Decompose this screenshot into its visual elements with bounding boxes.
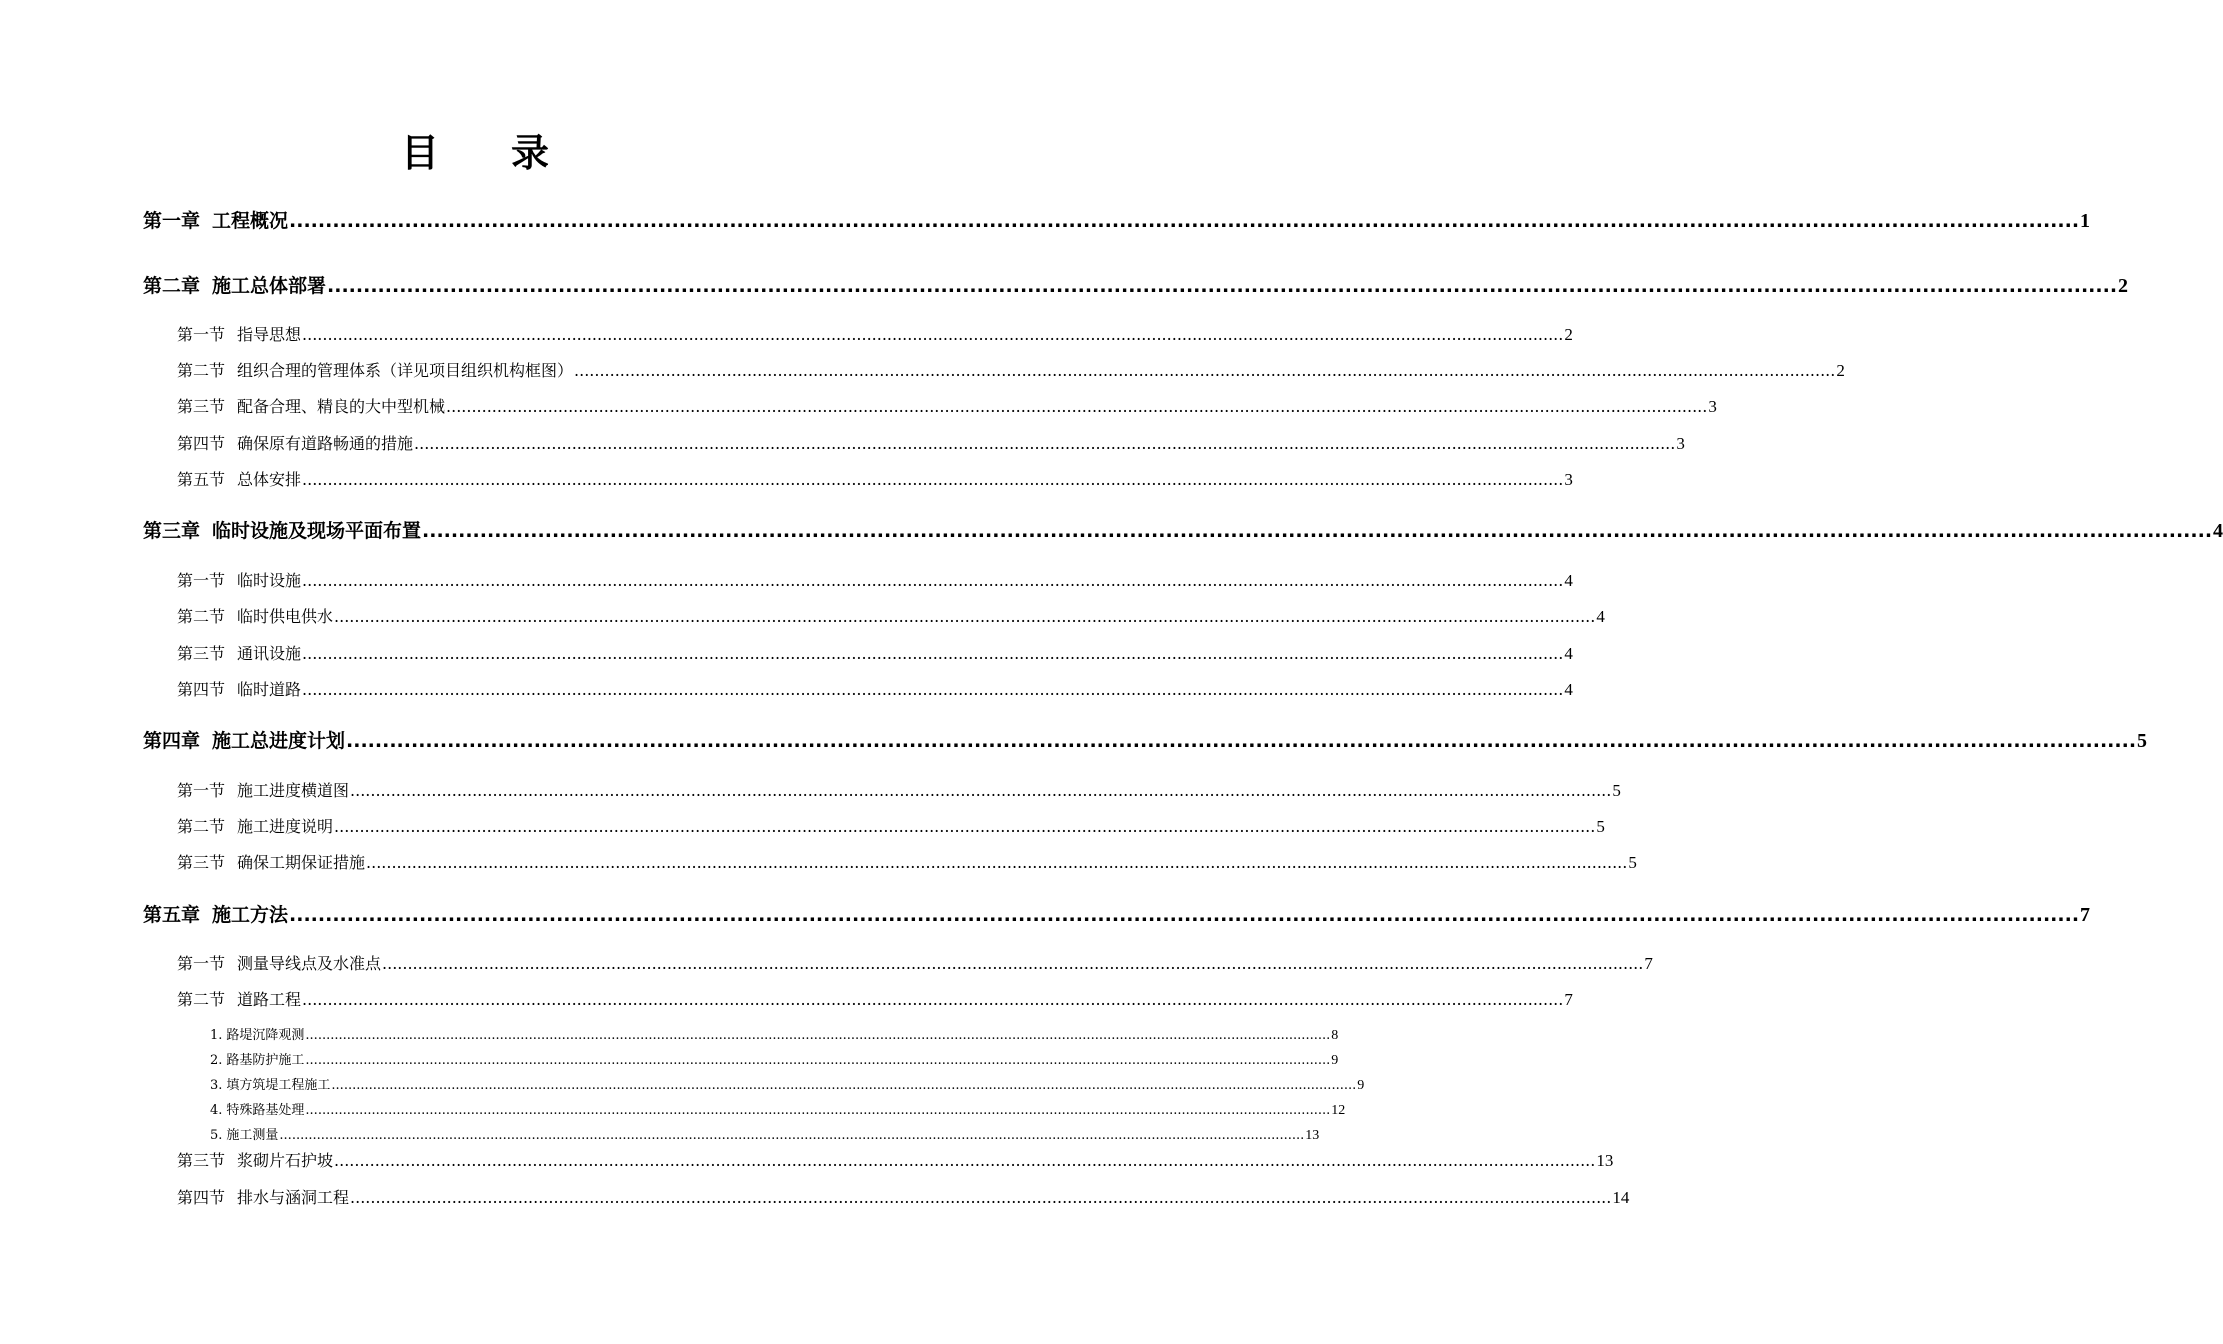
- toc-entry-section[interactable]: [177, 1187, 1630, 1209]
- toc-entry-page-number: 7: [1564, 990, 1573, 1009]
- toc-entry-subsection[interactable]: [210, 1077, 1365, 1095]
- toc-entry-page-number: 5: [1596, 817, 1605, 836]
- toc-entry-text: 特殊路基处理: [226, 1103, 305, 1118]
- toc-entry-page-number: 14: [1612, 1188, 1630, 1207]
- toc-entry-chapter[interactable]: [143, 273, 2129, 299]
- toc-entry-number: 第三节: [177, 1151, 226, 1170]
- toc-entry-label: [177, 570, 301, 592]
- toc-entry-section[interactable]: [177, 989, 1573, 1011]
- dot-leader: ........................................................................................................................................................................................................................................................: [327, 275, 2118, 297]
- toc-entry-number: 第四节: [177, 680, 226, 699]
- toc-entry-text: 施工进度横道图: [237, 781, 350, 800]
- dot-leader: ........................................................................................................................................................................................................................................................: [331, 1078, 1357, 1093]
- toc-entry-text: 填方筑堤工程施工: [226, 1078, 331, 1093]
- toc-entry-label: [177, 469, 301, 491]
- toc-entry-section[interactable]: [177, 852, 1637, 874]
- toc-entry-text: 临时设施: [237, 571, 302, 590]
- toc-entry-number: 3.: [210, 1078, 223, 1093]
- toc-entry-section[interactable]: [177, 816, 1605, 838]
- toc-entry-text: 施工测量: [226, 1128, 279, 1143]
- dot-leader: ........................................................................................................................................................................................................................................................: [279, 1128, 1305, 1143]
- toc-entry-page-number: 1: [2080, 210, 2091, 232]
- toc-entry-number: 第一节: [177, 781, 226, 800]
- toc-entry-page-number: 4: [1564, 680, 1573, 699]
- toc-entry-text: 通讯设施: [237, 644, 302, 663]
- toc-entry-number: 第二节: [177, 990, 226, 1009]
- toc-entry-text: 道路工程: [237, 990, 302, 1009]
- dot-leader: ........................................................................................................................................................................................................................................................: [346, 730, 2137, 752]
- toc-entry-section[interactable]: [177, 679, 1573, 701]
- toc-entry-subsection[interactable]: [210, 1027, 1339, 1045]
- toc-entry-label: [210, 1077, 330, 1095]
- toc-entry-section[interactable]: [177, 469, 1573, 491]
- dot-leader: ........................................................................................................................................................................................................................................................: [350, 1188, 1612, 1207]
- toc-entry-text: 确保工期保证措施: [237, 853, 366, 872]
- toc-entry-number: 第三节: [177, 644, 226, 663]
- toc-entry-number: 第五节: [177, 470, 226, 489]
- toc-entry-text: 路基防护施工: [226, 1053, 305, 1068]
- toc-entry-text: 施工总进度计划: [212, 730, 346, 752]
- toc-entry-number: 第三节: [177, 397, 226, 416]
- toc-entry-number: 第三节: [177, 853, 226, 872]
- dot-leader: ........................................................................................................................................................................................................................................................: [334, 817, 1596, 836]
- toc-entry-chapter[interactable]: [143, 728, 2148, 754]
- toc-entry-page-number: 9: [1331, 1053, 1339, 1068]
- toc-entry-number: 第一节: [177, 571, 226, 590]
- toc-entry-subsection[interactable]: [210, 1102, 1346, 1120]
- dot-leader: ........................................................................................................................................................................................................................................................: [302, 990, 1564, 1009]
- toc-entry-text: 路堤沉降观测: [226, 1028, 305, 1043]
- toc-entry-chapter[interactable]: [143, 208, 2091, 234]
- toc-entry-chapter[interactable]: [143, 518, 2223, 544]
- toc-entry-label: [210, 1052, 304, 1070]
- toc-entry-label: [177, 1187, 349, 1209]
- toc-entry-number: 第四章: [143, 730, 201, 752]
- toc-entry-label: [177, 643, 301, 665]
- toc-entry-text: 指导思想: [237, 325, 302, 344]
- dot-leader: ........................................................................................................................................................................................................................................................: [446, 397, 1708, 416]
- dot-leader: ........................................................................................................................................................................................................................................................: [350, 781, 1612, 800]
- toc-entry-number: 第四节: [177, 1188, 226, 1207]
- toc-entry-label: [177, 360, 573, 382]
- toc-entry-label: [177, 780, 349, 802]
- toc-entry-page-number: 8: [1331, 1028, 1339, 1043]
- toc-entry-label: [143, 273, 326, 299]
- toc-entry-section[interactable]: [177, 780, 1621, 802]
- dot-leader: ........................................................................................................................................................................................................................................................: [305, 1103, 1331, 1118]
- toc-entry-page-number: 2: [1564, 325, 1573, 344]
- toc-entry-text: 施工方法: [212, 904, 289, 926]
- toc-entry-label: [177, 1150, 333, 1172]
- toc-entry-label: [143, 208, 288, 234]
- toc-entry-number: 1.: [210, 1028, 223, 1043]
- toc-entry-number: 2.: [210, 1053, 223, 1068]
- toc-entry-number: 第一节: [177, 954, 226, 973]
- toc-entry-text: 总体安排: [237, 470, 302, 489]
- toc-entry-label: [177, 852, 365, 874]
- toc-entry-page-number: 2: [1836, 361, 1845, 380]
- toc-entry-section[interactable]: [177, 643, 1573, 665]
- toc-entry-label: [177, 433, 413, 455]
- dot-leader: ........................................................................................................................................................................................................................................................: [305, 1053, 1331, 1068]
- toc-entry-number: 第四节: [177, 434, 226, 453]
- toc-entry-text: 确保原有道路畅通的措施: [237, 434, 414, 453]
- toc-entry-label: [177, 396, 445, 418]
- dot-leader: ........................................................................................................................................................................................................................................................: [414, 434, 1676, 453]
- toc-entry-label: [210, 1127, 278, 1145]
- dot-leader: ........................................................................................................................................................................................................................................................: [334, 607, 1596, 626]
- dot-leader: ........................................................................................................................................................................................................................................................: [366, 853, 1628, 872]
- toc-entry-subsection[interactable]: [210, 1127, 1320, 1145]
- toc-entry-text: 浆砌片石护坡: [237, 1151, 334, 1170]
- toc-entry-number: 4.: [210, 1103, 223, 1118]
- toc-entry-text: 工程概况: [212, 210, 289, 232]
- dot-leader: ........................................................................................................................................................................................................................................................: [302, 325, 1564, 344]
- toc-entry-section[interactable]: [177, 606, 1605, 628]
- dot-leader: ........................................................................................................................................................................................................................................................: [574, 361, 1836, 380]
- toc-entry-page-number: 9: [1357, 1078, 1365, 1093]
- toc-entry-number: 第五章: [143, 904, 201, 926]
- toc-entry-section[interactable]: [177, 396, 1717, 418]
- dot-leader: ........................................................................................................................................................................................................................................................: [289, 210, 2080, 232]
- dot-leader: ........................................................................................................................................................................................................................................................: [422, 520, 2213, 542]
- toc-entry-text: 临时供电供水: [237, 607, 334, 626]
- toc-entry-page-number: 2: [2118, 275, 2129, 297]
- toc-entry-number: 5.: [210, 1128, 223, 1143]
- toc-entry-number: 第三章: [143, 520, 201, 542]
- toc-entry-number: 第二节: [177, 817, 226, 836]
- toc-entry-text: 排水与涵洞工程: [237, 1188, 350, 1207]
- toc-entry-subsection[interactable]: [210, 1052, 1339, 1070]
- toc-entry-section[interactable]: [177, 1150, 1614, 1172]
- toc-entry-label: [177, 606, 333, 628]
- toc-entry-page-number: 4: [1564, 571, 1573, 590]
- toc-entry-section[interactable]: [177, 570, 1573, 592]
- toc-entry-number: 第一章: [143, 210, 201, 232]
- toc-entry-page-number: 4: [1564, 644, 1573, 663]
- toc-entry-text: 临时设施及现场平面布置: [212, 520, 422, 542]
- toc-entry-section[interactable]: [177, 360, 1845, 382]
- toc-entry-page-number: 12: [1331, 1103, 1346, 1118]
- toc-entry-page-number: 7: [2080, 904, 2091, 926]
- toc-entry-section[interactable]: [177, 433, 1685, 455]
- toc-entry-page-number: 5: [1628, 853, 1637, 872]
- toc-entry-label: [143, 902, 288, 928]
- toc-entry-page-number: 4: [2213, 520, 2223, 542]
- dot-leader: ........................................................................................................................................................................................................................................................: [382, 954, 1644, 973]
- toc-entry-label: [210, 1102, 304, 1120]
- toc-entry-page-number: 5: [2137, 730, 2148, 752]
- toc-entry-label: [177, 324, 301, 346]
- toc-entry-number: 第二节: [177, 607, 226, 626]
- toc-entry-chapter[interactable]: [143, 902, 2091, 928]
- toc-entry-page-number: 3: [1564, 470, 1573, 489]
- toc-entry-text: 施工总体部署: [212, 275, 327, 297]
- toc-entry-section[interactable]: [177, 324, 1573, 346]
- toc-entry-label: [143, 728, 345, 754]
- toc-entry-page-number: 3: [1676, 434, 1685, 453]
- dot-leader: ........................................................................................................................................................................................................................................................: [302, 680, 1564, 699]
- toc-entry-label: [177, 953, 381, 975]
- toc-entry-label: [177, 989, 301, 1011]
- dot-leader: ........................................................................................................................................................................................................................................................: [289, 904, 2080, 926]
- toc-entry-text: 测量导线点及水准点: [237, 954, 382, 973]
- toc-entry-page-number: 13: [1305, 1128, 1320, 1143]
- toc-entry-text: 组织合理的管理体系（详见项目组织机构框图）: [237, 361, 574, 380]
- toc-entry-label: [143, 518, 421, 544]
- dot-leader: ........................................................................................................................................................................................................................................................: [302, 644, 1564, 663]
- toc-entry-text: 施工进度说明: [237, 817, 334, 836]
- toc-entry-label: [177, 816, 333, 838]
- toc-entry-text: 配备合理、精良的大中型机械: [237, 397, 446, 416]
- toc-entry-number: 第二章: [143, 275, 201, 297]
- toc-entry-label: [210, 1027, 304, 1045]
- toc-entry-page-number: 3: [1708, 397, 1717, 416]
- toc-title: 目录: [400, 131, 621, 175]
- dot-leader: ........................................................................................................................................................................................................................................................: [334, 1151, 1596, 1170]
- toc-entry-number: 第二节: [177, 361, 226, 380]
- toc-entry-page-number: 5: [1612, 781, 1621, 800]
- dot-leader: ........................................................................................................................................................................................................................................................: [305, 1028, 1331, 1043]
- dot-leader: ........................................................................................................................................................................................................................................................: [302, 470, 1564, 489]
- toc-entry-section[interactable]: [177, 953, 1653, 975]
- toc-entry-page-number: 13: [1596, 1151, 1614, 1170]
- toc-entry-page-number: 4: [1596, 607, 1605, 626]
- toc-entry-label: [177, 679, 301, 701]
- toc-entry-page-number: 7: [1644, 954, 1653, 973]
- toc-entry-text: 临时道路: [237, 680, 302, 699]
- dot-leader: ........................................................................................................................................................................................................................................................: [302, 571, 1564, 590]
- toc-entry-number: 第一节: [177, 325, 226, 344]
